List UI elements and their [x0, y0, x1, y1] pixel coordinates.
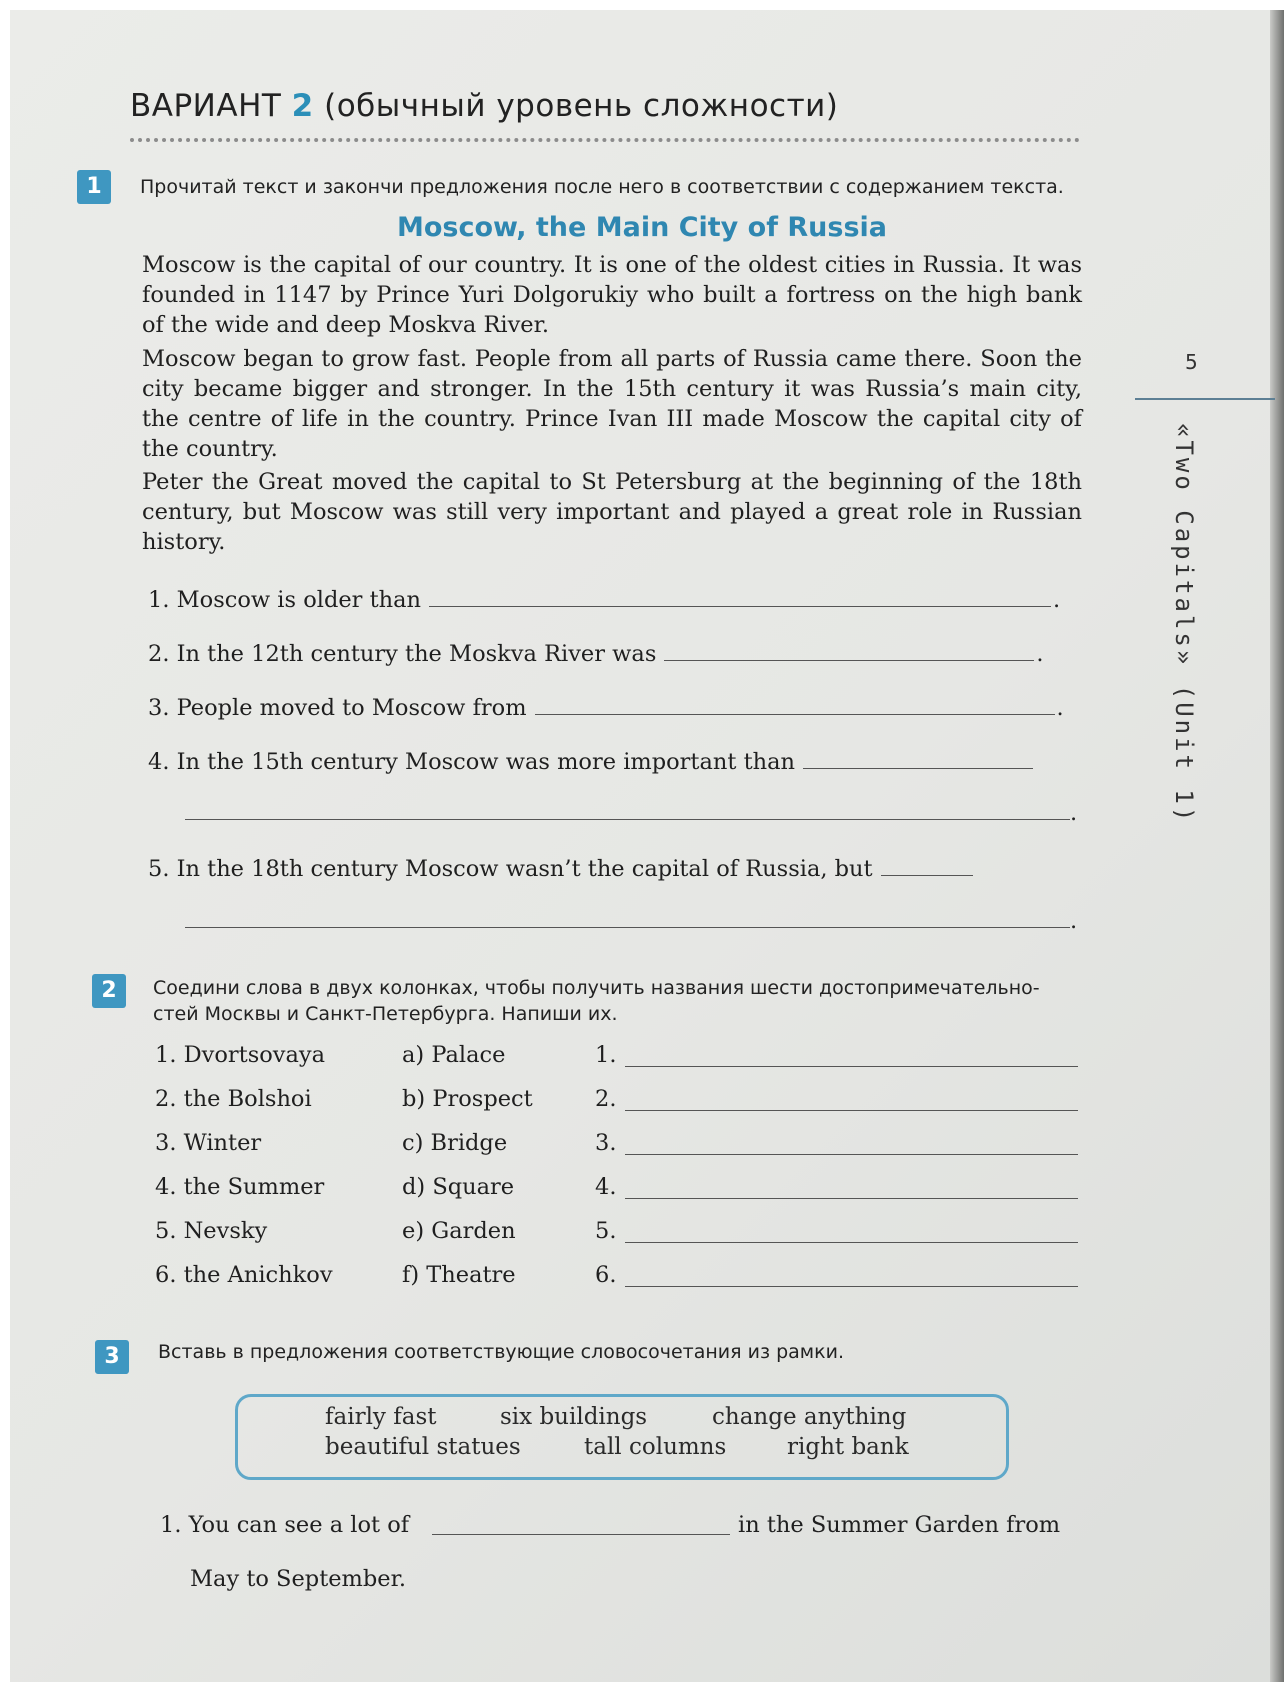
- task3-answer-line-1[interactable]: [432, 1532, 730, 1535]
- answer-number-1: 1.: [595, 1042, 617, 1068]
- variant-heading: [130, 88, 838, 124]
- box-word-change-anything: change anything: [712, 1404, 907, 1430]
- text-paragraph-1: Moscow is the capital of our country. It is one of the oldest cities in Russia. It was founded in 1147 by Prince Yuri Dolgorukiy who built a fortress on the high bank of the wide and deep Moskva River.: [142, 252, 1082, 338]
- question-2: 2. In the 12th century the Moskva River was .: [148, 638, 1044, 667]
- right-word-f: f) Theatre: [402, 1262, 516, 1288]
- difficulty-level: (обычный уровень сложности): [324, 88, 839, 124]
- answer-line-2[interactable]: [664, 638, 1034, 661]
- unit-label: «Two Capitals» (Unit 1): [1170, 423, 1198, 825]
- answer-line-5a[interactable]: [881, 853, 973, 876]
- box-word-beautiful-statues: beautiful statues: [325, 1434, 521, 1460]
- answer-line-5b[interactable]: [185, 925, 1070, 928]
- task-2-instruction-line-1: Соедини слова в двух колонках, чтобы получить названия шести достопримечательно-: [153, 977, 1040, 999]
- answer-number-6: 6.: [595, 1262, 617, 1288]
- left-word-4: 4. the Summer: [155, 1174, 325, 1200]
- box-word-six-buildings: six buildings: [500, 1404, 648, 1430]
- right-word-e: e) Garden: [402, 1218, 516, 1244]
- question-3: 3. People moved to Moscow from .: [148, 692, 1064, 721]
- answer-number-2: 2.: [595, 1086, 617, 1112]
- page-number: 5: [1185, 350, 1198, 374]
- answer-line-3[interactable]: [535, 692, 1055, 715]
- task2-answer-line-3[interactable]: [625, 1152, 1078, 1155]
- task3-question-1-end: in the Summer Garden from: [738, 1512, 1061, 1538]
- task-2-instruction-line-2: стей Москвы и Санкт-Петербурга. Напиши их.: [153, 1003, 618, 1025]
- task2-answer-line-5[interactable]: [625, 1240, 1078, 1243]
- left-word-1: 1. Dvortsovaya: [155, 1042, 326, 1068]
- variant-word: ВАРИАНТ: [130, 88, 282, 124]
- task3-question-1-start: 1. You can see a lot of: [160, 1512, 410, 1538]
- right-word-d: d) Square: [402, 1174, 515, 1200]
- left-word-3: 3. Winter: [155, 1130, 262, 1156]
- period-5: .: [1070, 908, 1078, 934]
- right-word-b: b) Prospect: [402, 1086, 533, 1112]
- page-edge-shadow: [1270, 10, 1284, 1682]
- answer-number-3: 3.: [595, 1130, 617, 1156]
- box-word-right-bank: right bank: [787, 1434, 909, 1460]
- answer-line-1[interactable]: [429, 584, 1051, 607]
- task2-answer-line-1[interactable]: [625, 1064, 1078, 1067]
- answer-number-4: 4.: [595, 1174, 617, 1200]
- box-word-tall-columns: tall columns: [584, 1434, 727, 1460]
- task-2-badge: 2: [92, 974, 126, 1008]
- task-3-instruction: Вставь в предложения соответствующие словосочетания из рамки.: [158, 1341, 844, 1363]
- question-4: 4. In the 15th century Moscow was more important than: [148, 746, 1033, 775]
- box-word-fairly-fast: fairly fast: [325, 1404, 437, 1430]
- task3-question-1-continuation: May to September.: [190, 1566, 407, 1592]
- text-title: Moscow, the Main City of Russia: [396, 212, 888, 243]
- right-word-c: c) Bridge: [402, 1130, 508, 1156]
- side-rule: [1135, 398, 1275, 400]
- text-paragraph-2: Moscow began to grow fast. People from all parts of Russia came there. Soon the city became bigger and stronger. In the 15th century it was Russia’s main city, the centre of life in the country. Prince Ivan III made Moscow the capital city of the country.: [142, 346, 1082, 462]
- left-word-5: 5. Nevsky: [155, 1218, 268, 1244]
- text-paragraph-3: Peter the Great moved the capital to St Petersburg at the beginning of the 18th century, but Moscow was still very important and played a great role in Russian history.: [142, 469, 1082, 555]
- left-word-2: 2. the Bolshoi: [155, 1086, 312, 1112]
- question-1: 1. Moscow is older than .: [148, 584, 1060, 613]
- question-5: 5. In the 18th century Moscow wasn’t the capital of Russia, but: [148, 853, 973, 882]
- task-1-badge: 1: [77, 170, 111, 204]
- answer-line-4b[interactable]: [185, 817, 1070, 820]
- task-1-instruction: Прочитай текст и закончи предложения после него в соответствии с содержанием текста.: [140, 176, 1064, 198]
- period-4: .: [1070, 800, 1078, 826]
- variant-number: 2: [291, 88, 314, 124]
- task2-answer-line-6[interactable]: [625, 1284, 1078, 1287]
- task2-answer-line-2[interactable]: [625, 1108, 1078, 1111]
- right-word-a: a) Palace: [402, 1042, 506, 1068]
- dotted-divider: [130, 138, 1080, 142]
- task-3-badge: 3: [95, 1340, 129, 1374]
- answer-number-5: 5.: [595, 1218, 617, 1244]
- task2-answer-line-4[interactable]: [625, 1196, 1078, 1199]
- left-word-6: 6. the Anichkov: [155, 1262, 333, 1288]
- answer-line-4a[interactable]: [803, 746, 1033, 769]
